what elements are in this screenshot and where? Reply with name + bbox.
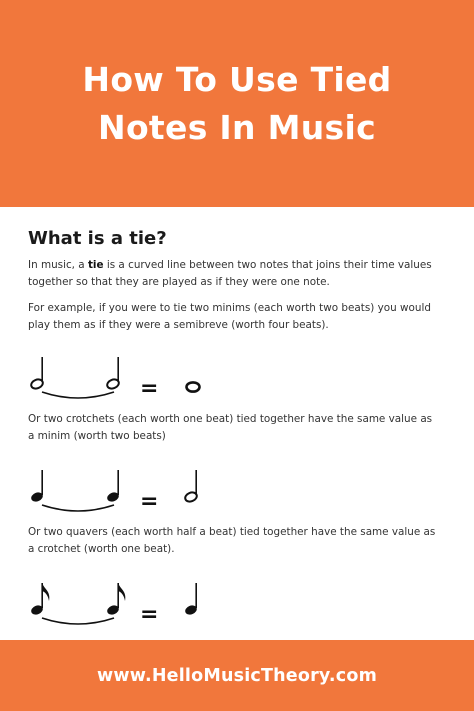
equals-sign: = xyxy=(140,489,159,514)
minim-note-icon xyxy=(30,357,44,390)
intro-text-end: is a curved line between two notes that joins their time values together so that they are played as if they were one note. xyxy=(28,259,432,288)
tied-crotchets-figure xyxy=(28,465,228,515)
footer-banner xyxy=(0,640,474,711)
page-title: How To Use Tied Notes In Music xyxy=(82,59,392,147)
tied-quavers-figure xyxy=(28,578,228,628)
crotchets-paragraph: Or two crotchets (each worth one beat) tied together have the same value as a minim (worth two beats) xyxy=(28,413,433,442)
tie-curve xyxy=(42,505,114,511)
quaver-note-icon xyxy=(106,583,126,616)
minim-note-icon xyxy=(106,357,120,390)
equals-sign: = xyxy=(140,376,159,401)
website-url[interactable]: www.HelloMusicTheory.com xyxy=(96,665,378,686)
tie-curve xyxy=(42,392,114,398)
section-heading: What is a tie? xyxy=(28,228,167,249)
semibreve-note-icon xyxy=(187,382,200,391)
quaver-note-icon xyxy=(30,583,50,616)
crotchet-note-icon xyxy=(30,470,44,503)
minim-note-icon xyxy=(184,470,198,503)
tied-minims-figure xyxy=(28,352,228,402)
header-banner xyxy=(0,0,474,207)
intro-paragraph xyxy=(28,257,438,290)
minims-paragraph: For example, if you were to tie two minims (each worth two beats) you would play them as if they were a semibreve (worth four beats). xyxy=(28,302,431,331)
equals-sign: = xyxy=(140,602,159,627)
crotchet-note-icon xyxy=(106,470,120,503)
crotchet-note-icon xyxy=(184,583,198,616)
tie-curve xyxy=(42,618,114,624)
intro-text-start: In music, a xyxy=(28,259,88,271)
quavers-paragraph: Or two quavers (each worth half a beat) tied together have the same value as a crotchet (worth one beat). xyxy=(28,526,436,555)
tie-keyword: tie xyxy=(87,259,104,271)
